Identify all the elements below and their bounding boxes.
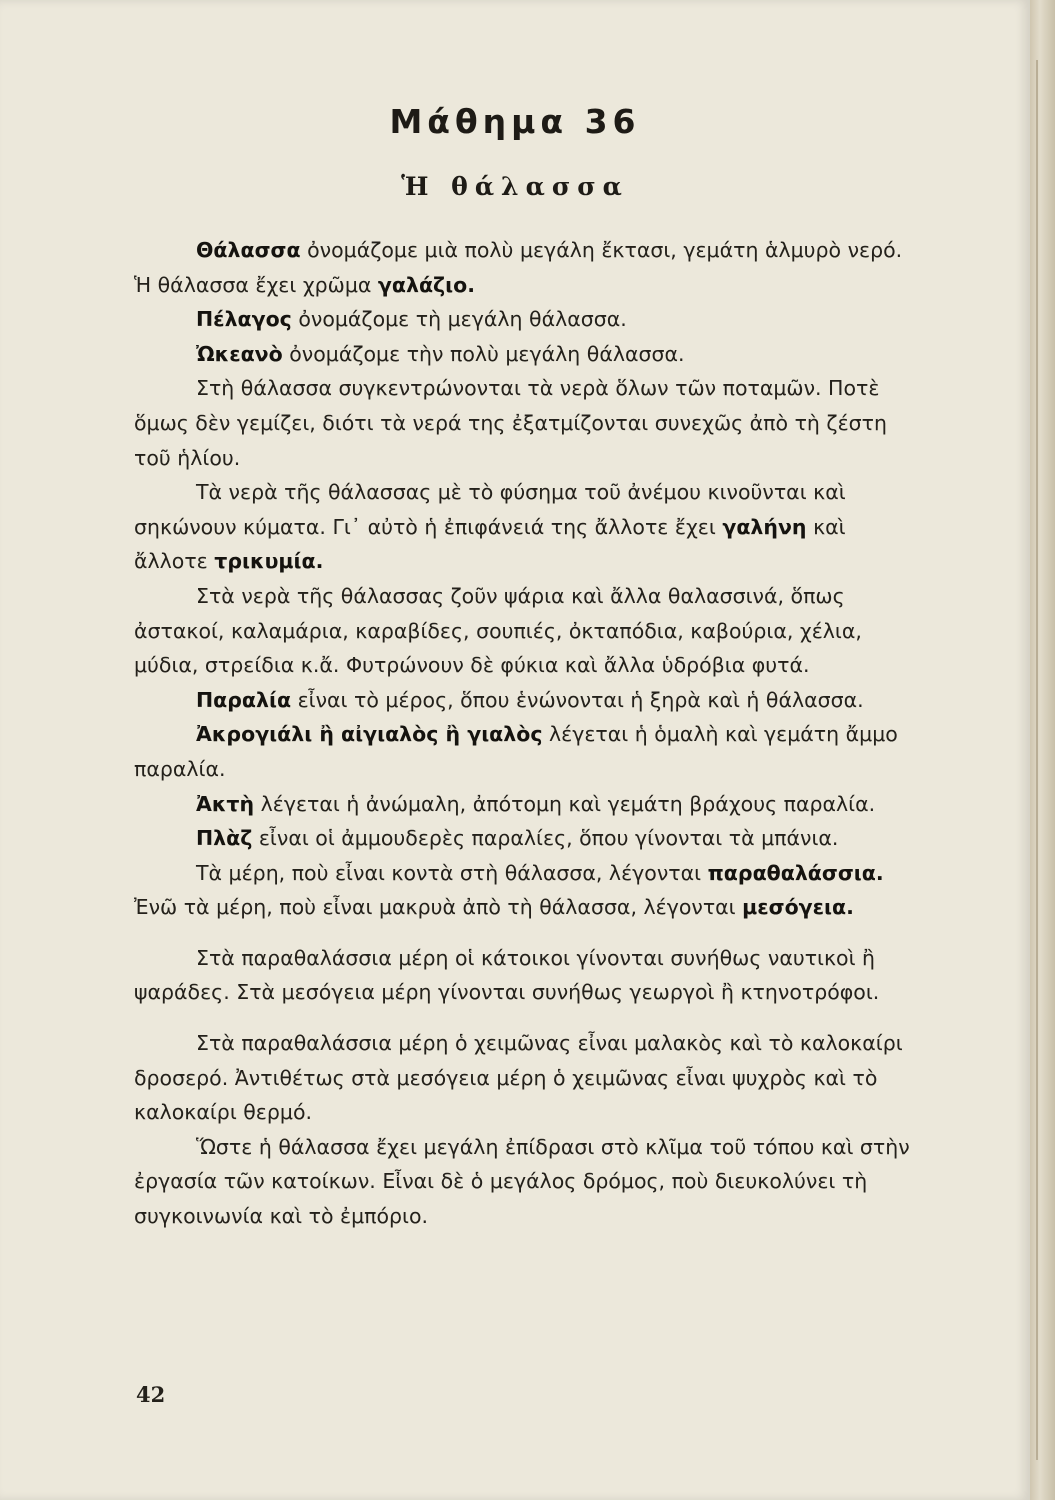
page-edge-line — [1036, 60, 1038, 1460]
paragraph-10: Πλὰζ εἶναι οἱ ἀμμουδερὲς παραλίες, ὅπου γίνονται τὰ μπάνια. — [196, 826, 839, 851]
paragraph-9: Ἀκτὴ λέγεται ἡ ἀνώμαλη, ἀπότομη καὶ γεμάτη βράχους παραλία. — [196, 791, 876, 816]
term-thalassa: Θάλασσα — [196, 238, 301, 262]
paragraph-6: Στὰ νερὰ τῆς θάλασσας ζοῦν ψάρια καὶ ἄλλα θαλασσινά, ὅπως ἀστακοί, καλαμάρια, καραβίδες, σουπιές, ὀκταπόδια, καβούρια, χέλια, μύδια, στρείδια κ.ἄ. Φυτρώνουν δὲ φύκια καὶ ἄλλα ὑδρόβια φυτά. — [134, 583, 862, 678]
paragraph-14: Ὥστε ἡ θάλασσα ἔχει μεγάλη ἐπίδρασι στὸ κλῖμα τοῦ τόπου καὶ στὴν ἐργασία τῶν κατοίκων. Εἶναι δὲ ὁ μεγάλος δρόμος, ποὺ διευκολύνει τὴ συγκοινωνία καὶ τὸ ἐμπόριο. — [134, 1134, 910, 1229]
lesson-title: Μάθημα 36 — [389, 102, 641, 141]
term-parathalassia: παραθαλάσσια. — [707, 860, 884, 885]
paragraph-12: Στὰ παραθαλάσσια μέρη οἱ κάτοικοι γίνονται συνήθως ναυτικοὶ ἢ ψαράδες. Στὰ μεσόγεια μέρη γίνονται συνήθως γεωργοὶ ἢ κτηνοτρόφοι. — [134, 945, 880, 1005]
term-paralia: Παραλία — [196, 687, 292, 712]
page-number: 42 — [136, 1382, 166, 1407]
paragraph-1: Θάλασσα ὀνομάζομε μιὰ πολὺ μεγάλη ἔκτασι, γεμάτη ἁλμυρὸ νερό. Ἡ θάλασσα ἔχει χρῶμα γαλάζιο. — [134, 238, 903, 297]
paragraph-3: Ὠκεανὸ ὀνομάζομε τὴν πολὺ μεγάλη θάλασσα. — [196, 341, 685, 366]
paragraph-13: Στὰ παραθαλάσσια μέρη ὁ χειμῶνας εἶναι μαλακὸς καὶ τὸ καλοκαίρι δροσερό. Ἀντιθέτως στὰ μεσόγεια μέρη ὁ χειμῶνας εἶναι ψυχρὸς καὶ τὸ καλοκαίρι θερμό. — [134, 1031, 903, 1125]
term-plaz: Πλὰζ — [196, 826, 253, 851]
term-trikymia: τρικυμία. — [214, 549, 324, 574]
paragraph-4: Στὴ θάλασσα συγκεντρώνονται τὰ νερὰ ὅλων τῶν ποταμῶν. Ποτὲ ὅμως δὲν γεμίζει, διότι τὰ νερά της ἐξατμίζονται συνεχῶς ἀπὸ τὴ ζέστη τοῦ ἡλίου. — [134, 376, 887, 470]
term-mesogeia: μεσόγεια. — [742, 895, 854, 920]
paragraph-2: Πέλαγος ὀνομάζομε τὴ μεγάλη θάλασσα. — [196, 307, 627, 332]
paragraph-5: Τὰ νερὰ τῆς θάλασσας μὲ τὸ φύσημα τοῦ ἀνέμου κινοῦνται καὶ σηκώνουν κύματα. Γι᾿ αὐτὸ ἡ ἐπιφάνειά της ἄλλοτε ἔχει γαλήνη καὶ ἄλλοτε τρικυμία. — [134, 480, 846, 574]
page-edge — [1030, 0, 1055, 1500]
term-okeanos: Ὠκεανὸ — [196, 341, 283, 366]
lesson-body — [134, 233, 910, 1234]
term-akrogiali: Ἀκρογιάλι ἢ αἰγιαλὸς ἢ γιαλὸς — [196, 722, 543, 747]
term-pelagos: Πέλαγος — [196, 307, 292, 332]
paragraph-8: Ἀκρογιάλι ἢ αἰγιαλὸς ἢ γιαλὸς λέγεται ἡ ὁμαλὴ καὶ γεμάτη ἄμμο παραλία. — [134, 722, 898, 781]
paragraph-7: Παραλία εἶναι τὸ μέρος, ὅπου ἑνώνονται ἡ ξηρὰ καὶ ἡ θάλασσα. — [196, 687, 864, 712]
term-akti: Ἀκτὴ — [196, 791, 255, 816]
term-galini: γαλήνη — [722, 514, 807, 539]
lesson-subtitle: Ἡ θάλασσα — [401, 172, 629, 201]
paragraph-11: Τὰ μέρη, ποὺ εἶναι κοντὰ στὴ θάλασσα, λέγονται παραθαλάσσια. Ἐνῶ τὰ μέρη, ποὺ εἶναι μακρυὰ ἀπὸ τὴ θάλασσα, λέγονται μεσόγεια. — [134, 860, 884, 920]
term-galazio: γαλάζιο. — [377, 272, 475, 297]
